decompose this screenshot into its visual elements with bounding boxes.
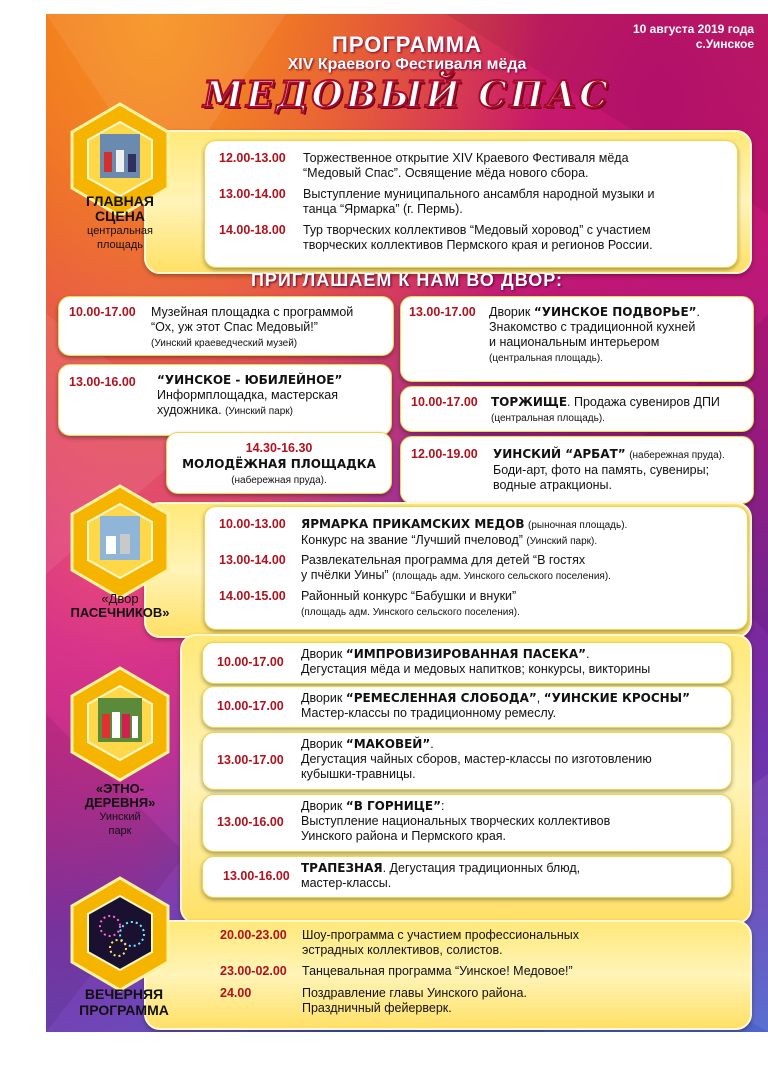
beekeepers-card	[204, 506, 748, 630]
ethno-item-5: ТРАПЕЗНАЯ. Дегустация традиционных блюд, мастер-классы.	[301, 861, 581, 890]
evening-item-1: Шоу-программа с участием профессиональных эстрадных коллективов, солистов.	[302, 928, 579, 957]
main-item-2: Выступление муниципального ансамбля народной музыки и танца “Ярмарка” (г. Пермь).	[303, 187, 655, 216]
ethno-time-1: 10.00-17.00	[217, 655, 284, 669]
date-text: 10 августа 2019 года	[633, 22, 754, 36]
invite-heading: ПРИГЛАШАЕМ К НАМ ВО ДВОР:	[250, 270, 564, 290]
poster	[46, 14, 768, 1032]
jubilee-text: “УИНСКОЕ - ЮБИЛЕЙНОЕ” Информплощадка, мастерская художника. (Уинский парк)	[157, 373, 343, 417]
ethno-item-1: Дворик “ИМПРОВИЗИРОВАННАЯ ПАСЕКА”. Дегустация мёда и медовых напитков; конкурсы, викторины	[301, 647, 651, 676]
ethno-card-4	[202, 794, 732, 852]
main-time-2: 13.00-14.00	[219, 187, 286, 201]
museum-time: 10.00-17.00	[69, 305, 136, 319]
place-text: с.Уинское	[695, 37, 754, 51]
evening-badge	[60, 874, 180, 994]
program-subtitle: XIV Краевого Фестиваля мёда	[287, 56, 527, 73]
program-title: ПРОГРАММА	[332, 32, 482, 57]
honeycomb-icon	[60, 664, 180, 784]
evening-item-2: Танцевальная программа “Уинское! Медовое!”	[302, 964, 573, 978]
ethno-card-2	[202, 686, 732, 728]
torzhishche-time: 10.00-17.00	[411, 395, 478, 409]
main-item-3: Тур творческих коллективов “Медовый хоровод” с участием творческих коллективов Пермского края и регионов России.	[303, 223, 653, 252]
beekeepers-item-3: Районный конкурс “Бабушки и внуки” (площадь адм. Уинского сельского поселения).	[301, 589, 520, 618]
evening-time-2: 23.00-02.00	[220, 964, 287, 978]
ethno-label: «ЭТНО- ДЕРЕВНЯ» Уинский парк	[84, 781, 156, 837]
ethno-card-3	[202, 732, 732, 790]
museum-text: Музейная площадка с программой “Ох, уж этот Спас Медовый!” (Уинский краеведческий музей)	[151, 305, 354, 349]
youth-text: МОЛОДЁЖНАЯ ПЛОЩАДКА (набережная пруда).	[182, 457, 376, 486]
youth-time: 14.30-16.30	[245, 441, 313, 455]
beekeepers-time-2: 13.00-14.00	[219, 553, 286, 567]
evening-time-3: 24.00	[220, 986, 252, 1000]
main-item-1: Торжественное открытие XIV Краевого Фестиваля мёда “Медовый Спас”. Освящение мёда нового сбора.	[303, 151, 629, 180]
arbat-time: 12.00-19.00	[411, 447, 478, 461]
arbat-text: УИНСКИЙ “АРБАТ” (набережная пруда). Боди-арт, фото на память, сувениры; водные атракционы.	[493, 447, 725, 492]
festival-logo-text: МЕДОВЫЙ СПАС	[203, 74, 611, 116]
ethno-item-3: Дворик “МАКОВЕЙ”. Дегустация чайных сборов, мастер-классы по изготовлению кубышки-травницы.	[301, 737, 652, 781]
main-time-3: 14.00-18.00	[219, 223, 286, 237]
podvorye-text: Дворик “УИНСКОЕ ПОДВОРЬЕ”. Знакомство с традиционной кухней и национальным интерьером (центральная площадь).	[489, 305, 701, 364]
beekeepers-badge	[60, 482, 180, 602]
evening-label: ВЕЧЕРНЯЯ ПРОГРАММА	[79, 986, 169, 1018]
arbat-card	[400, 436, 754, 504]
main-stage-card	[204, 140, 738, 268]
jubilee-time: 13.00-16.00	[69, 375, 136, 389]
museum-card	[58, 296, 394, 356]
ethno-item-2: Дворик “РЕМЕСЛЕННАЯ СЛОБОДА”, “УИНСКИЕ КРОСНЫ” Мастер-классы по традиционному ремеслу.	[301, 691, 690, 720]
beekeepers-time-3: 14.00-15.00	[219, 589, 286, 603]
ethno-time-5: 13.00-16.00	[223, 869, 290, 883]
honeycomb-icon	[60, 482, 180, 602]
evening-card	[206, 920, 702, 1016]
ethno-item-4: Дворик “В ГОРНИЦЕ”: Выступление национальных творческих коллективов Уинского района и Пермского края.	[301, 799, 611, 843]
podvorye-card	[400, 296, 754, 382]
ethno-time-4: 13.00-16.00	[217, 815, 284, 829]
ethno-time-2: 10.00-17.00	[217, 699, 284, 713]
evening-item-3: Поздравление главы Уинского района. Праздничный фейерверк.	[302, 986, 527, 1015]
beekeepers-label: «Двор ПАСЕЧНИКОВ»	[70, 591, 170, 620]
torzhishche-text: ТОРЖИЩЕ. Продажа сувениров ДПИ (центральная площадь).	[491, 395, 720, 424]
podvorye-time: 13.00-17.00	[409, 305, 476, 319]
beekeepers-item-1: ЯРМАРКА ПРИКАМСКИХ МЕДОВ (рыночная площадь). Конкурс на звание “Лучший пчеловод” (Уинский парк).	[301, 517, 628, 547]
beekeepers-time-1: 10.00-13.00	[219, 517, 286, 531]
torzhishche-card	[400, 386, 754, 432]
ethno-card-1	[202, 642, 732, 684]
beekeepers-item-2: Развлекательная программа для детей “В гостях у пчёлки Уины” (площадь адм. Уинского сельского поселения).	[301, 553, 611, 582]
youth-card	[166, 432, 392, 494]
ethno-badge	[60, 664, 180, 784]
evening-time-1: 20.00-23.00	[220, 928, 287, 942]
main-stage-label: ГЛАВНАЯ СЦЕНА центральная площадь	[86, 193, 154, 251]
jubilee-card	[58, 364, 392, 436]
main-time-1: 12.00-13.00	[219, 151, 286, 165]
ethno-time-3: 13.00-17.00	[217, 753, 284, 767]
fireworks-icon	[60, 874, 180, 994]
ethno-card-5	[202, 856, 732, 898]
